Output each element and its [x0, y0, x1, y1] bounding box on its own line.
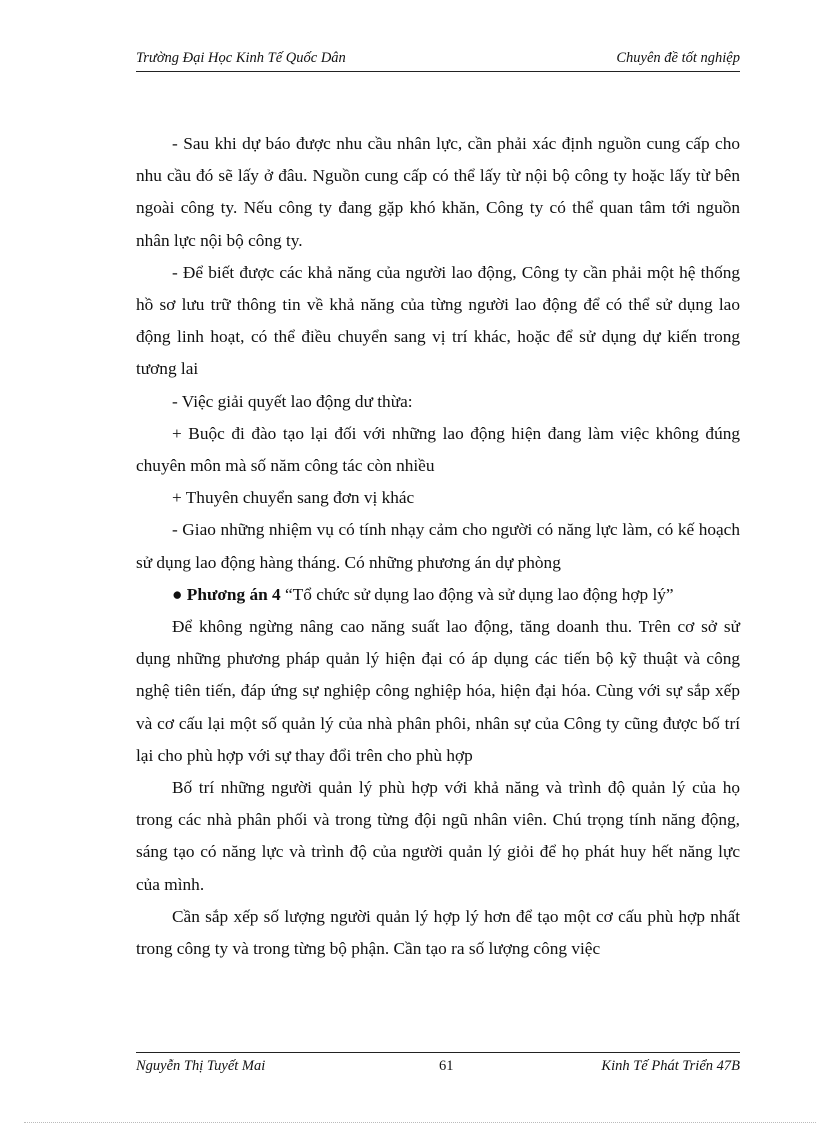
- plan-heading: [136, 579, 740, 611]
- paragraph: - Để biết được các khả năng của người lao động, Công ty cần phải một hệ thống hồ sơ lưu trữ thông tin về khả năng của từng người lao động để có thể sử dụng lao động linh hoạt, có thể điều chuyển sang vị trí khác, hoặc để sử dụng dự kiến trong tương lai: [136, 262, 740, 379]
- page-number: 61: [439, 1058, 454, 1074]
- header-rule: [136, 71, 740, 72]
- footer-author: Nguyễn Thị Tuyết Mai: [136, 1058, 266, 1074]
- header-school: Trường Đại Học Kinh Tế Quốc Dân: [136, 50, 346, 66]
- paragraph: Bố trí những người quản lý phù hợp với khả năng và trình độ quản lý của họ trong các nhà phân phối và trong từng đội ngũ nhân viên. Chú trọng tính năng động, sáng tạo có năng lực và trình độ của người quản lý giỏi để họ phát huy hết năng lực của mình.: [136, 778, 740, 894]
- paragraph: - Giao những nhiệm vụ có tính nhạy cảm cho người có năng lực làm, có kế hoạch sử dụng lao động hàng tháng. Có những phương án dự phòng: [136, 520, 740, 572]
- paragraph: - Việc giải quyết lao động dư thừa:: [172, 391, 413, 411]
- plan-title: “Tổ chức sử dụng lao động và sử dụng lao động hợp lý”: [280, 584, 674, 604]
- paragraph: - Sau khi dự báo được nhu cầu nhân lực, cần phải xác định nguồn cung cấp cho nhu cầu đó sẽ lấy ở đâu. Nguồn cung cấp có thể lấy từ nội bộ công ty hoặc lấy từ bên ngoài công ty. Nếu công ty đang gặp khó khăn, Công ty có thể quan tâm tới nguồn nhân lực nội bộ công ty.: [136, 134, 740, 250]
- page-footer: [136, 1056, 740, 1078]
- paragraph: Để không ngừng nâng cao năng suất lao động, tăng doanh thu. Trên cơ sở sử dụng những phương pháp quản lý hiện đại có áp dụng các tiến bộ kỹ thuật và công nghệ tiên tiến, đáp ứng sự nghiệp công nghiệp hóa, hiện đại hóa. Cùng với sự sắp xếp và cơ cấu lại một số quản lý của nhà phân phôi, nhân sự của Công ty cũng được bố trí lại cho phù hợp với sự thay đổi trên cho phù hợp: [136, 617, 740, 765]
- body-text: [136, 128, 740, 965]
- plan-label: Phương án 4: [186, 584, 281, 604]
- footer-rule: [136, 1052, 740, 1053]
- paragraph: Cần sắp xếp số lượng người quản lý hợp lý hơn để tạo một cơ cấu phù hợp nhất trong công ty và trong từng bộ phận. Cần tạo ra số lượng công việc: [136, 906, 740, 959]
- paragraph: + Thuyên chuyển sang đơn vị khác: [172, 488, 415, 508]
- page-header: [136, 48, 740, 70]
- paragraph: + Buộc đi đào tạo lại đối với những lao động hiện đang làm việc không đúng chuyên môn mà số năm công tác còn nhiều: [136, 423, 740, 476]
- footer-class: Kinh Tế Phát Triển 47B: [601, 1058, 740, 1074]
- header-doc-type: Chuyên đề tốt nghiệp: [616, 50, 740, 66]
- bullet-icon: ●: [172, 584, 183, 604]
